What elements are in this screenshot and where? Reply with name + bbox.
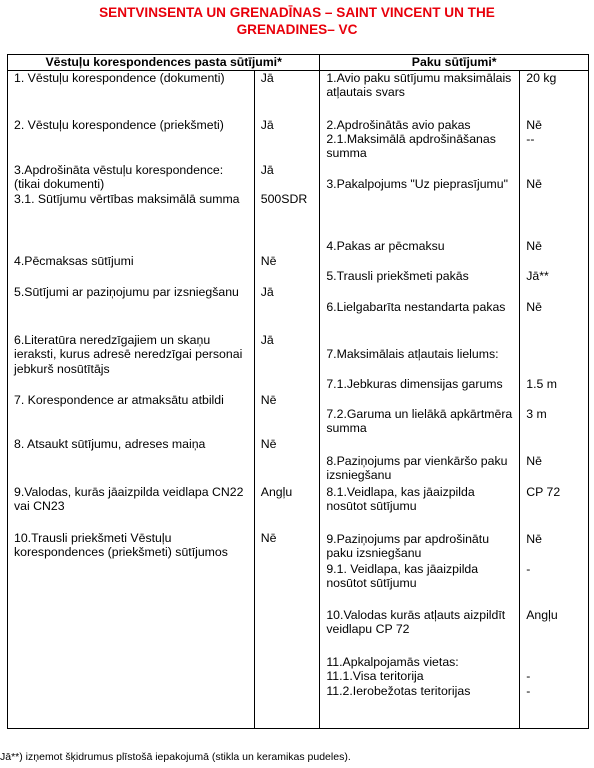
letter-item-label: 1. Vēstuļu korespondence (dokumenti) bbox=[14, 71, 225, 85]
parcel-item-value: Nē bbox=[526, 532, 542, 546]
parcel-item-label: 10.Valodas kurās atļauts aizpildīt veidlapu CP 72 bbox=[326, 608, 506, 637]
title-line-2: GRENADINES– VC bbox=[236, 22, 358, 37]
parcel-item-value: 1.5 m bbox=[526, 377, 557, 391]
parcel-item-value: -- bbox=[526, 132, 535, 146]
parcel-item-label: 2.1.Maksimālā apdrošināšanas summa bbox=[326, 132, 496, 161]
parcel-item-label: 8.Paziņojums par vienkāršo paku izsniegšanu bbox=[326, 454, 508, 483]
letter-item-label: 5.Sūtījumi ar paziņojumu par izsniegšanu bbox=[14, 285, 239, 299]
letter-item-value: Jā bbox=[260, 163, 274, 177]
page-title bbox=[0, 4, 594, 38]
parcel-item-value: CP 72 bbox=[526, 485, 561, 499]
parcel-item-value: Nē bbox=[526, 118, 542, 132]
parcel-item-label: 6.Lielgabarīta nestandarta pakas bbox=[326, 300, 506, 314]
letter-item-label: 4.Pēcmaksas sūtījumi bbox=[14, 254, 134, 268]
parcel-labels-cell bbox=[320, 71, 520, 729]
table-body-row bbox=[8, 71, 589, 729]
letter-item-value: Nē bbox=[260, 437, 277, 451]
letter-item-value: Jā bbox=[260, 333, 274, 347]
parcel-item-label: 3.Pakalpojums "Uz pieprasījumu" bbox=[326, 177, 508, 191]
parcel-item-label: 11.1.Visa teritorija bbox=[326, 669, 424, 683]
services-table bbox=[7, 54, 589, 729]
letter-item-label: 3.1. Sūtījumu vērtības maksimālā summa bbox=[14, 192, 240, 206]
parcel-item-value: - bbox=[526, 684, 531, 698]
letter-item-value: 500SDR bbox=[260, 192, 308, 206]
parcel-item-label: 9.1. Veidlapa, kas jāaizpilda nosūtot sūtījumu bbox=[326, 562, 479, 591]
parcel-item-label: 1.Avio paku sūtījumu maksimālais atļautais svars bbox=[326, 71, 512, 100]
letter-item-value: Jā bbox=[260, 285, 274, 299]
letter-item-value: Nē bbox=[260, 393, 277, 407]
footnote: Jā**) izņemot šķidrumus plīstošā iepakojumā (stikla un keramikas pudeles). bbox=[0, 751, 351, 763]
letter-item-value: Nē bbox=[260, 254, 277, 268]
parcel-item-value: 20 kg bbox=[526, 71, 557, 85]
letter-item-label: 8. Atsaukt sūtījumu, adreses maiņa bbox=[14, 437, 206, 451]
letter-item-label: 3.Apdrošināta vēstuļu korespondence: (tikai dokumenti) bbox=[14, 163, 224, 192]
parcel-item-label: 5.Trausli priekšmeti pakās bbox=[326, 269, 469, 283]
parcel-item-label: 11.Apkalpojamās vietas: bbox=[326, 655, 459, 669]
parcel-values-cell bbox=[520, 71, 589, 729]
letter-values-cell bbox=[254, 71, 320, 729]
letter-item-label: 6.Literatūra neredzīgajiem un skaņu ieraksti, kurus adresē neredzīgai personai jebkurš nosūtītājs bbox=[14, 333, 243, 376]
parcel-item-label: 7.1.Jebkuras dimensijas garums bbox=[326, 377, 503, 391]
header-parcels: Paku sūtījumi* bbox=[320, 55, 589, 71]
letter-labels-cell bbox=[8, 71, 255, 729]
parcel-item-label: 2.Apdrošinātās avio pakas bbox=[326, 118, 471, 132]
letter-item-label: 9.Valodas, kurās jāaizpilda veidlapa CN22 vai CN23 bbox=[14, 485, 244, 514]
parcel-item-label: 11.2.Ierobežotas teritorijas bbox=[326, 684, 471, 698]
title-line-1: SENTVINSENTA UN GRENADĪNAS – SAINT VINCENT UN THE bbox=[99, 5, 495, 20]
letter-item-label: 10.Trausli priekšmeti Vēstuļu korespondences (priekšmeti) sūtījumos bbox=[14, 531, 228, 560]
letter-item-value: Jā bbox=[260, 118, 274, 132]
parcel-item-value: - bbox=[526, 562, 531, 576]
letter-item-value: Nē bbox=[260, 531, 277, 545]
letter-item-label: 7. Korespondence ar atmaksātu atbildi bbox=[14, 393, 224, 407]
parcel-item-value: Nē bbox=[526, 177, 542, 191]
parcel-item-value: Nē bbox=[526, 239, 542, 253]
parcel-item-value: Jā** bbox=[526, 269, 549, 283]
parcel-item-value: 3 m bbox=[526, 407, 547, 421]
letter-item-label: 2. Vēstuļu korespondence (priekšmeti) bbox=[14, 118, 224, 132]
parcel-item-value: Nē bbox=[526, 454, 542, 468]
table-header-row bbox=[8, 55, 589, 71]
parcel-item-value: - bbox=[526, 669, 531, 683]
header-letter-mail: Vēstuļu korespondences pasta sūtījumi* bbox=[8, 55, 320, 71]
parcel-item-label: 7.2.Garuma un lielākā apkārtmēra summa bbox=[326, 407, 513, 436]
parcel-item-value: Nē bbox=[526, 300, 542, 314]
letter-item-value: Jā bbox=[260, 71, 274, 85]
parcel-item-label: 4.Pakas ar pēcmaksu bbox=[326, 239, 445, 253]
parcel-item-label: 9.Paziņojums par apdrošinātu paku izsniegšanu bbox=[326, 532, 490, 561]
parcel-item-label: 8.1.Veidlapa, kas jāaizpilda nosūtot sūtījumu bbox=[326, 485, 475, 514]
parcel-item-value: Angļu bbox=[526, 608, 558, 622]
parcel-item-label: 7.Maksimālais atļautais lielums: bbox=[326, 347, 499, 361]
letter-item-value: Angļu bbox=[260, 485, 293, 499]
